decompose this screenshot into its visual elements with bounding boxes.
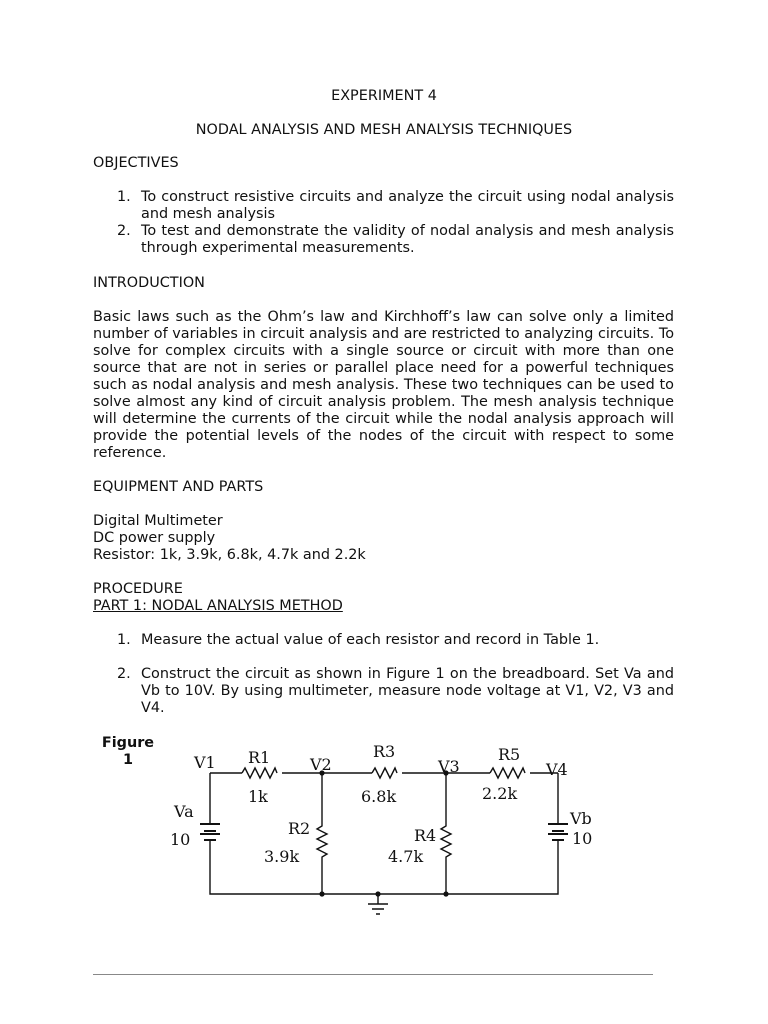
part-1-heading: PART 1: NODAL ANALYSIS METHOD [93,598,343,614]
list-text: Measure the actual value of each resistor and record in Table 1. [141,632,600,648]
equipment-heading: EQUIPMENT AND PARTS [93,479,264,495]
objectives-heading: OBJECTIVES [93,155,179,171]
source-vb-name: Vb [570,809,592,828]
ground-icon [368,904,388,914]
source-va-name: Va [174,802,194,821]
list-number: 2. [117,666,131,682]
source-vb-value: 10 [572,829,593,848]
resistor-r2-symbol [317,773,327,894]
resistor-r4-name: R4 [414,826,437,845]
junction-dot [443,891,448,896]
circuit-diagram [160,738,620,923]
node-label-v3: V3 [438,757,460,776]
resistor-r4-symbol [441,773,451,894]
equipment-item: Digital Multimeter [93,513,223,529]
list-text: To construct resistive circuits and analyze the circuit using nodal analysis and mesh analysis [141,189,674,222]
ground-rail [210,840,558,894]
list-number: 1. [117,632,131,648]
node-label-v2: V2 [310,755,332,774]
resistor-r4-value: 4.7k [388,847,424,866]
source-va-value: 10 [170,830,191,849]
resistor-r5-name: R5 [498,745,521,764]
list-item [93,223,674,257]
introduction-paragraph: Basic laws such as the Ohm’s law and Kirchhoff’s law can solve only a limited number of variables in circuit analysis and are restricted to analyzing circuits. To solve for complex circuits with a single source or circuit with more than one source that are not in series or parallel place need for a powerful techniques such as nodal analysis and mesh analysis. These two techniques can be used to solve almost any kind of circuit analysis problem. The mesh analysis technique will determine the currents of the circuit while the nodal analysis approach will provide the potential levels of the nodes of the circuit with respect to some reference. [93,309,674,461]
figure-label-word: Figure [101,735,155,751]
introduction-heading: INTRODUCTION [93,275,205,291]
list-text: Construct the circuit as shown in Figure 1 on the breadboard. Set Va and Vb to 10V. By using multimeter, measure node voltage at V1, V2, V3 and V4. [141,666,674,716]
list-item [93,666,674,717]
resistor-r5-symbol [490,768,525,778]
procedure-heading: PROCEDURE [93,581,183,597]
equipment-item: Resistor: 1k, 3.9k, 6.8k, 4.7k and 2.2k [93,547,366,563]
procedure-steps [93,632,674,649]
junction-dot [319,891,324,896]
footer-divider [93,974,653,975]
list-item [93,632,674,649]
list-item [93,189,674,223]
resistor-r1-value: 1k [248,787,268,806]
experiment-title: EXPERIMENT 4 [331,88,437,104]
resistor-r2-name: R2 [288,819,311,838]
resistor-r5-value: 2.2k [482,784,518,803]
resistor-r2-value: 3.9k [264,847,300,866]
resistor-r3-symbol [372,768,397,778]
list-text: To test and demonstrate the validity of nodal analysis and mesh analysis through experimental measurements. [141,223,674,256]
list-number: 1. [117,189,131,205]
objectives-list [93,189,674,257]
experiment-subtitle: NODAL ANALYSIS AND MESH ANALYSIS TECHNIQUES [195,122,573,138]
node-label-v4: V4 [546,760,568,779]
list-number: 2. [117,223,131,239]
procedure-steps-continued [93,666,674,717]
node-label-v1: V1 [194,753,216,772]
resistor-r3-value: 6.8k [361,787,397,806]
figure-label-number: 1 [122,752,133,768]
resistor-r1-name: R1 [248,748,271,767]
resistor-r3-name: R3 [373,742,396,761]
junction-dot [375,891,380,896]
figure-label [96,735,160,769]
equipment-item: DC power supply [93,530,216,546]
resistor-r1-symbol [242,768,277,778]
